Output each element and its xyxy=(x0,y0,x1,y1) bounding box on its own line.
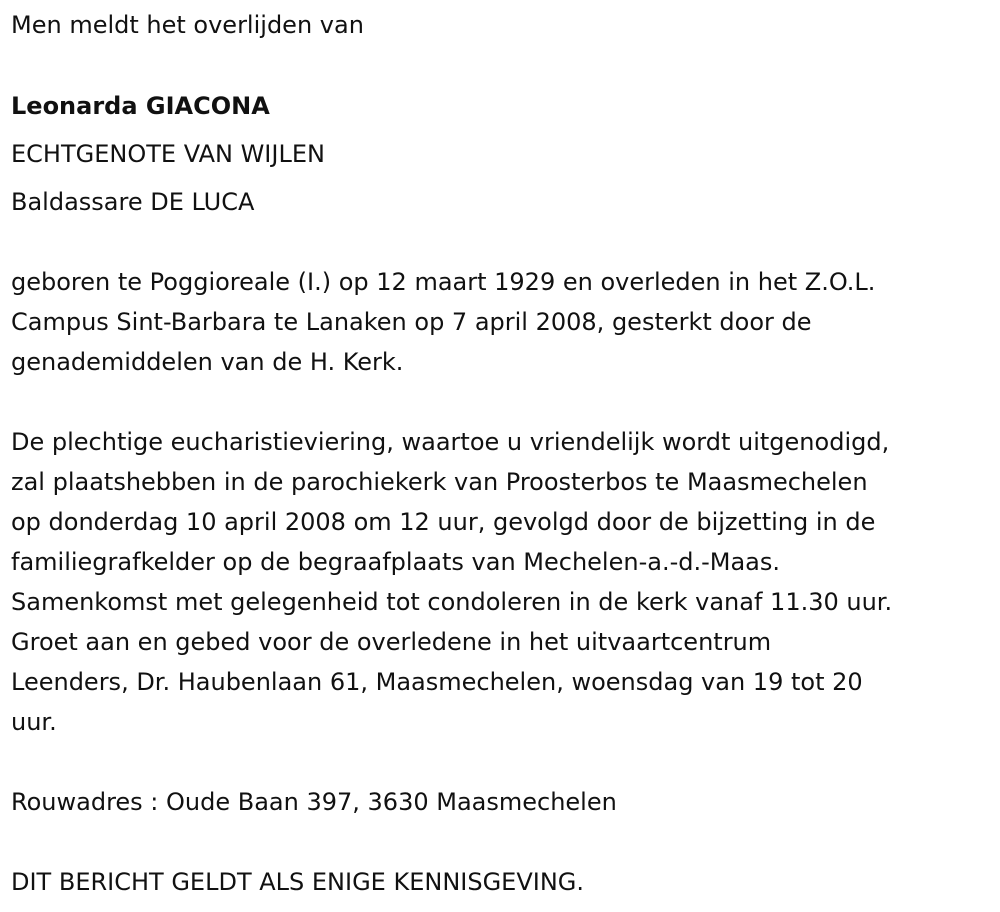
mourning-address: Rouwadres : Oude Baan 397, 3630 Maasmechelen xyxy=(11,788,617,816)
ceremony-line: De plechtige eucharistieviering, waartoe u vriendelijk wordt uitgenodigd, xyxy=(11,428,890,456)
ceremony-line: Samenkomst met gelegenheid tot condoleren in de kerk vanaf 11.30 uur. xyxy=(11,588,893,616)
ceremony-line: zal plaatshebben in de parochiekerk van Proosterbos te Maasmechelen xyxy=(11,468,868,496)
ceremony-line: uur. xyxy=(11,708,57,736)
deceased-name: Leonarda GIACONA xyxy=(11,92,270,120)
intro-text: Men meldt het overlijden van xyxy=(11,11,364,39)
birth-death-line: geboren te Poggioreale (I.) op 12 maart 1929 en overleden in het Z.O.L. xyxy=(11,268,876,296)
ceremony-line: op donderdag 10 april 2008 om 12 uur, gevolgd door de bijzetting in de xyxy=(11,508,876,536)
birth-death-line: genademiddelen van de H. Kerk. xyxy=(11,348,404,376)
birth-death-line: Campus Sint-Barbara te Lanaken op 7 april 2008, gesterkt door de xyxy=(11,308,812,336)
ceremony-line: familiegrafkelder op de begraafplaats van Mechelen-a.-d.-Maas. xyxy=(11,548,781,576)
ceremony-line: Leenders, Dr. Haubenlaan 61, Maasmechelen, woensdag van 19 tot 20 xyxy=(11,668,863,696)
relation-text: ECHTGENOTE VAN WIJLEN xyxy=(11,140,325,168)
spouse-name: Baldassare DE LUCA xyxy=(11,188,255,216)
closing-notice: DIT BERICHT GELDT ALS ENIGE KENNISGEVING. xyxy=(11,868,585,896)
ceremony-line: Groet aan en gebed voor de overledene in het uitvaartcentrum xyxy=(11,628,772,656)
